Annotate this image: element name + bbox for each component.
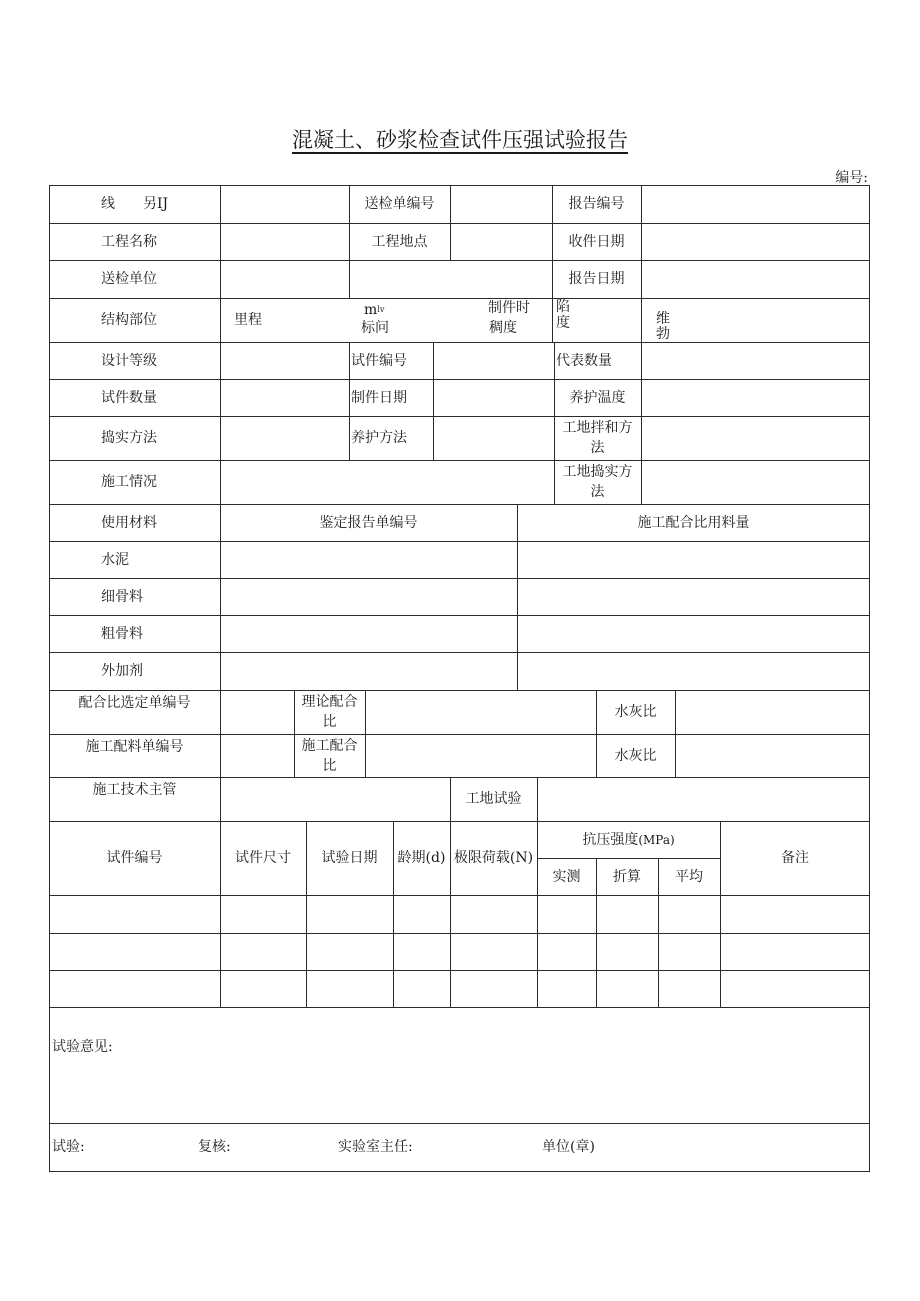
report-no-label: 报告编号 (568, 196, 625, 212)
col-remarks: 备注 (781, 850, 809, 866)
col-converted: 折算 (613, 868, 641, 885)
column-divider (365, 690, 366, 777)
wc-ratio-label-2: 水灰比 (614, 747, 657, 764)
make-date-label: 制件日期 (351, 389, 407, 406)
specimen-no-label: 试件编号 (351, 352, 407, 369)
send-no-label: 送检单编号 (364, 196, 435, 212)
cure-temp-label: 养护温度 (569, 389, 626, 406)
col-age: 龄期(d) (397, 850, 446, 866)
admixture-label: 外加剂 (101, 663, 143, 679)
column-divider (537, 777, 538, 821)
mileage-label: 里程 (234, 312, 262, 328)
construction-label: 施工情况 (101, 474, 157, 490)
receive-date-label: 收件日期 (568, 233, 625, 250)
cert-no-header: 鉴定报告单编号 (319, 514, 418, 531)
slump-label: 稠度 (489, 320, 517, 336)
column-divider (220, 777, 221, 821)
column-divider (450, 185, 451, 260)
trap-label-1: 陷 (556, 299, 570, 315)
col-specimen-no: 试件编号 (106, 850, 163, 866)
col-limit-load: 极限荷载(N) (453, 850, 534, 866)
row-divider (49, 1123, 870, 1124)
mix-select-no-label: 配合比选定单编号 (78, 695, 191, 711)
maint-label-2: 勃 (656, 326, 670, 342)
tech-lead-label: 施工技术主管 (92, 782, 177, 798)
column-divider (675, 690, 676, 777)
structure-part-label: 结构部位 (101, 312, 157, 328)
specimen-qty-label: 试件数量 (101, 389, 157, 406)
trap-label-2: 度 (556, 315, 570, 331)
row-divider (49, 970, 870, 971)
mix-amount-header: 施工配合比用料量 (637, 514, 750, 531)
row-divider (49, 1007, 870, 1008)
lab-head-label: 实验室主任: (338, 1139, 413, 1155)
design-grade-label: 设计等级 (101, 352, 157, 369)
col-test-date: 试验日期 (321, 850, 378, 866)
site-tamp-label: 工地捣实方法 (562, 464, 633, 500)
rep-qty-label: 代表数量 (556, 352, 612, 369)
cement-label: 水泥 (101, 551, 129, 568)
col-size: 试件尺寸 (235, 850, 291, 866)
report-date-label: 报告日期 (568, 271, 625, 287)
materials-used-header: 使用材料 (101, 514, 157, 531)
m-label (364, 300, 394, 320)
col-average: 平均 (675, 868, 703, 885)
test-opinion-label: 试验意见: (52, 1039, 113, 1055)
m-main: m (364, 302, 378, 318)
bid-label: 标问 (361, 320, 389, 336)
column-divider (433, 342, 434, 460)
m-subscript: lv (377, 305, 385, 314)
col-strength (537, 821, 720, 858)
report-title: 混凝土、砂浆检查试件压强试验报告 (292, 128, 628, 152)
site-mix-label: 工地拌和方法 (562, 420, 633, 456)
tamp-method-label: 捣实方法 (101, 430, 157, 446)
column-divider (641, 185, 642, 342)
project-name-label: 工程名称 (101, 233, 157, 250)
line-no-label: 线 另IJ (101, 196, 169, 212)
make-time-label: 制件时 (488, 300, 530, 316)
column-divider (641, 342, 642, 504)
column-divider (220, 185, 221, 505)
cure-method-label: 养护方法 (351, 430, 407, 446)
serial-number-label: 编号: (835, 170, 868, 186)
row-divider (49, 895, 870, 896)
site-ratio-label: 施工配合比 (301, 737, 358, 774)
maint-label-1: 维 (656, 311, 670, 327)
batch-no-label: 施工配料单编号 (85, 739, 184, 755)
reviewer-label: 复核: (198, 1139, 231, 1155)
tester-label: 试验: (52, 1139, 85, 1155)
site-test-label: 工地试验 (465, 791, 522, 807)
unit-seal-label: 单位(章) (542, 1139, 595, 1155)
col-measured: 实测 (552, 868, 581, 885)
send-unit-label: 送检单位 (101, 271, 157, 287)
coarse-aggregate-label: 粗骨料 (101, 625, 143, 642)
theory-ratio-label: 理论配合比 (301, 694, 358, 730)
wc-ratio-label-1: 水灰比 (614, 704, 657, 720)
row-divider (49, 933, 870, 934)
strength-label: 抗压强度 (582, 831, 639, 848)
project-site-label: 工程地点 (371, 233, 428, 250)
column-divider (220, 690, 221, 777)
strength-unit: (MPa) (638, 832, 675, 847)
fine-aggregate-label: 细骨料 (101, 588, 143, 605)
